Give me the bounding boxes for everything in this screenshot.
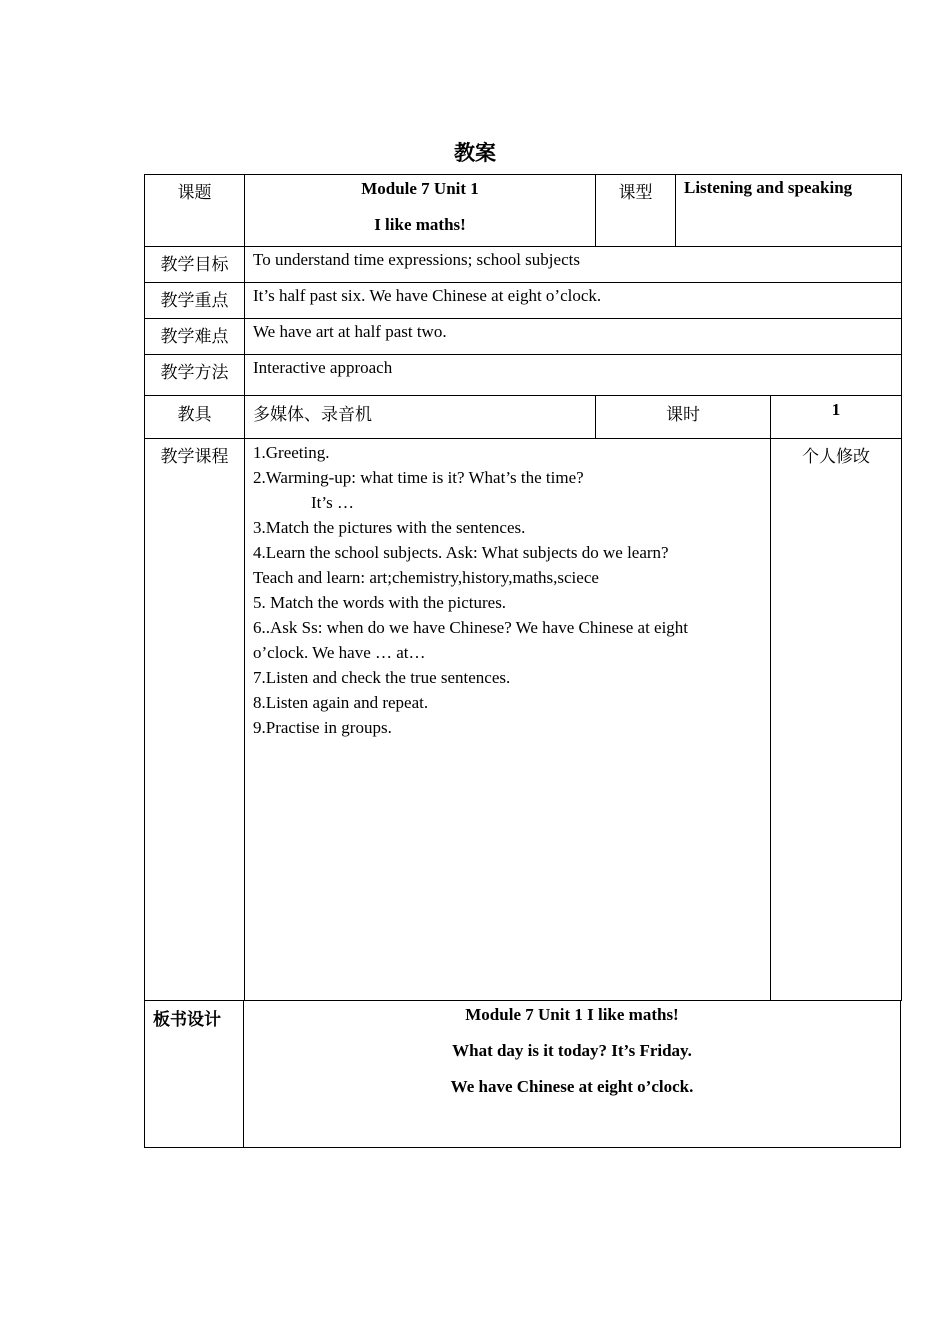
focus-value: It’s half past six. We have Chinese at eight o’clock. [253,286,602,305]
board-design-table [144,1000,901,1148]
step-line: 3.Match the pictures with the sentences. [253,518,526,537]
document-title: 教案 [454,141,496,165]
step-line: 5. Match the words with the pictures. [253,593,507,612]
objective-label: 教学目标 [160,255,229,275]
lesson-type-label: 课型 [618,183,653,203]
step-line: Teach and learn: art;chemistry,history,maths,sciece [253,568,599,587]
board-label: 板书设计 [153,1010,221,1030]
tools-value: 多媒体、录音机 [253,405,372,425]
step-line: 2.Warming-up: what time is it? What’s the time? [253,468,584,487]
process-steps [253,440,768,740]
difficulty-label: 教学难点 [160,327,229,347]
board-content [244,997,900,1105]
step-line: 9.Practise in groups. [253,718,392,737]
period-label: 课时 [666,405,700,425]
notes-label: 个人修改 [802,447,870,467]
method-label: 教学方法 [160,363,229,383]
period-value: 1 [831,400,841,419]
objective-value: To understand time expressions; school subjects [253,250,580,269]
board-line: Module 7 Unit 1 I like maths! [465,1005,679,1024]
lesson-type-value: Listening and speaking [684,178,853,197]
focus-label: 教学重点 [160,291,229,311]
topic-module: Module 7 Unit 1 [361,179,479,198]
topic-label: 课题 [177,183,212,203]
difficulty-value: We have art at half past two. [253,322,447,341]
step-line: 4.Learn the school subjects. Ask: What subjects do we learn? [253,543,669,562]
step-line: 7.Listen and check the true sentences. [253,668,511,687]
step-line: o’clock. We have … at… [253,643,426,662]
lesson-plan-table [144,174,902,1001]
process-label: 教学课程 [160,447,229,467]
step-line: 6..Ask Ss: when do we have Chinese? We have Chinese at eight [253,618,689,637]
topic-unit-title: I like maths! [374,215,466,234]
board-line: What day is it today? It’s Friday. [452,1041,692,1060]
step-line: 1.Greeting. [253,443,330,462]
topic-value [245,178,595,236]
board-line: We have Chinese at eight o’clock. [450,1077,694,1096]
step-line: 8.Listen again and repeat. [253,693,429,712]
step-line: It’s … [311,493,354,512]
tools-label: 教具 [177,405,212,425]
method-value: Interactive approach [253,358,393,377]
